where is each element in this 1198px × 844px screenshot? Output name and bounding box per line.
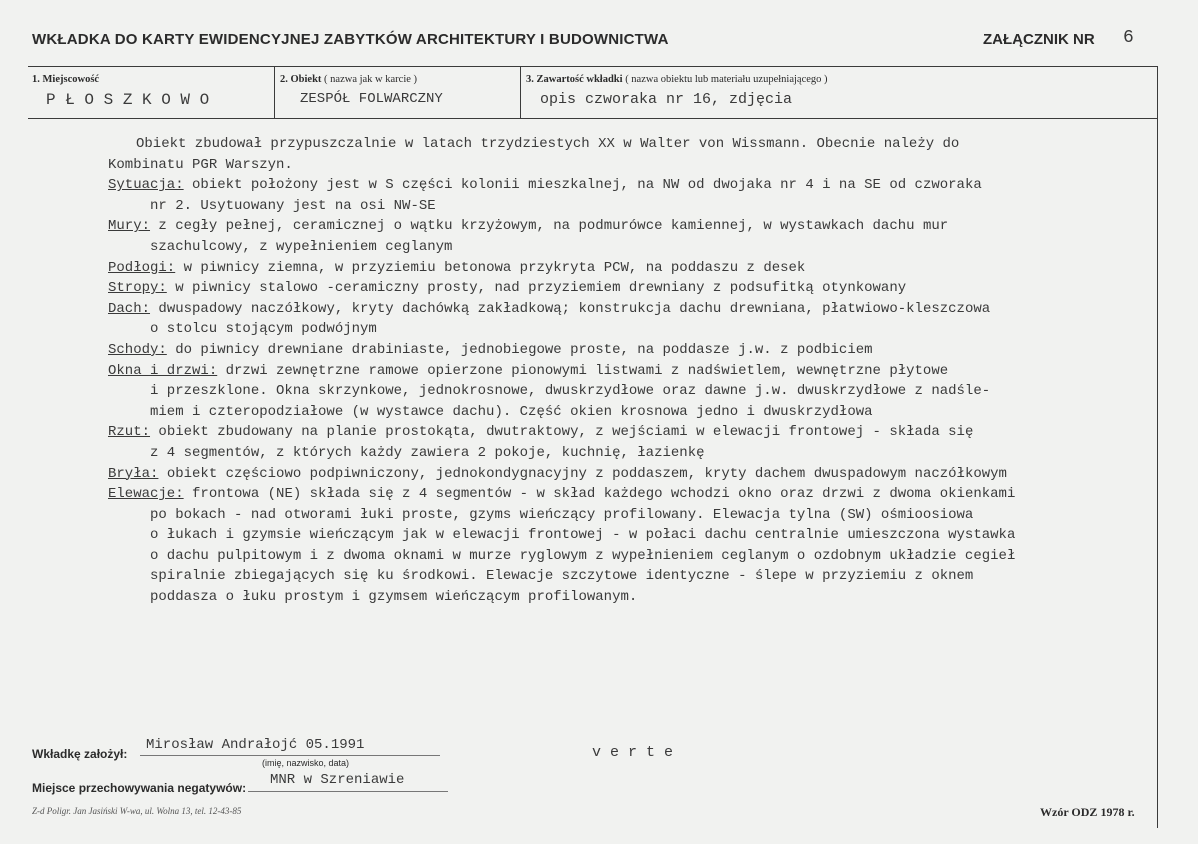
body-line: szachulcowy, z wypełnieniem ceglanym (150, 238, 453, 255)
author-value: Mirosław Andrałojć 05.1991 (146, 737, 365, 753)
author-note: (imię, nazwisko, data) (262, 758, 350, 768)
body-line (108, 361, 1188, 382)
body-text-span: obiekt położony jest w S części kolonii mieszkalnej, na NW od dwojaka nr 4 i na SE od czworaka (183, 177, 982, 194)
form-code: Wzór ODZ 1978 r. (1040, 805, 1135, 819)
top-rule (28, 66, 1158, 67)
body-line: po bokach - nad otworami łuki proste, gzyms wieńczący profilowany. Elewacja tylna (SW) ośmioosiowa (150, 506, 974, 523)
body-line (108, 464, 1188, 485)
attachment-label: ZAŁĄCZNIK NR (983, 31, 1095, 48)
body-text-span: w piwnicy ziemna, w przyziemiu betonowa przykryta PCW, na poddaszu z desek (175, 259, 806, 276)
object-label (280, 74, 417, 85)
body-line (108, 299, 1188, 320)
fields-bottom-rule (28, 118, 1158, 119)
section-heading: Elewacje: (108, 486, 184, 503)
body-text-span: drzwi zewnętrzne ramowe opierzone pionowymi listwami z nadświetlem, wewnętrzne płytowe (217, 362, 949, 379)
object-value: ZESPÓŁ FOLWARCZNY (300, 91, 443, 107)
section-heading: Rzut: (108, 424, 151, 441)
body-line: o stolcu stojącym podwójnym (150, 321, 377, 338)
body-line: Obiekt zbudował przypuszczalnie w latach trzydziestych XX w Walter von Wissmann. Obecnie należy do (136, 136, 960, 152)
body-line: z 4 segmentów, z których każdy zawiera 2 pokoje, kuchnię, łazienkę (150, 444, 705, 461)
contents-label-note: ( nazwa obiektu lub materiału uzupełniającego ) (625, 74, 828, 85)
body-line: o dachu pulpitowym i z dwoma oknami w murze ryglowym z wypełnieniem ceglanym o ozdobnym układzie cegieł (150, 547, 1016, 564)
negatives-label: Miejsce przechowywania negatywów: (32, 781, 247, 795)
contents-label (526, 74, 828, 85)
body-line (108, 484, 1188, 505)
author-label: Wkładkę założył: (32, 747, 128, 761)
body-line (108, 175, 1188, 196)
section-heading: Podłogi: (108, 259, 176, 276)
body-line (108, 216, 1188, 237)
body-line: poddasza o łuku prostym i gzymsem wieńczącym profilowanym. (150, 589, 638, 606)
place-label-text: 1. Miejscowość (32, 74, 100, 85)
printer-imprint: Z-d Poligr. Jan Jasiński W-wa, ul. Wolna 13, tel. 12-43-85 (32, 806, 242, 816)
section-heading: Schody: (108, 341, 167, 358)
body-line: i przeszklone. Okna skrzynkowe, jednokrosnowe, dwuskrzydłowe oraz dawne j.w. dwuskrzydłowe z nadśle- (150, 383, 991, 400)
body-text-span: z cegły pełnej, ceramicznej o wątku krzyżowym, na podmurówce kamiennej, w wystawkach dachu mur (150, 218, 949, 235)
section-heading: Okna i drzwi: (108, 362, 218, 379)
description-body (108, 134, 1188, 608)
body-line: miem i czteropodziałowe (w wystawce dachu). Część okien krosnowa jedno i dwuskrzydłowa (150, 403, 873, 420)
section-heading: Mury: (108, 218, 151, 235)
section-heading: Dach: (108, 300, 151, 317)
body-text-span: dwuspadowy naczółkowy, kryty dachówką zakładkową; konstrukcja dachu drewniana, płatwiowo-kleszczowa (150, 300, 991, 317)
object-label-text: 2. Obiekt (280, 74, 322, 85)
body-line: o łukach i gzymsie wieńczącym jak w elewacji frontowej - w połaci dachu centralnie umieszczona wystawka (150, 527, 1016, 544)
card-title: WKŁADKA DO KARTY EWIDENCYJNEJ ZABYTKÓW ARCHITEKTURY I BUDOWNICTWA (32, 31, 669, 48)
body-text-span: do piwnicy drewniane drabiniaste, jednobiegowe proste, na poddasze j.w. z podbiciem (166, 341, 873, 358)
body-line (108, 278, 1188, 299)
body-text-span: w piwnicy stalowo -ceramiczny prosty, nad przyziemiem drewniany z podsufitką otynkowany (166, 280, 907, 297)
body-text-span: obiekt zbudowany na planie prostokąta, dwutraktowy, z wejściami w elewacji frontowej - składa się (150, 424, 974, 441)
negatives-value: MNR w Szreniawie (270, 772, 405, 788)
contents-value: opis czworaka nr 16, zdjęcia (540, 91, 793, 108)
body-line: Kombinatu PGR Warszyn. (108, 156, 293, 173)
object-label-note: ( nazwa jak w karcie ) (324, 74, 418, 85)
body-line: nr 2. Usytuowany jest na osi NW-SE (150, 197, 436, 214)
negatives-underline (248, 791, 448, 792)
place-label (32, 74, 99, 85)
attachment-number: 6 (1123, 28, 1134, 48)
body-line: spiralnie zbiegających się ku środkowi. Elewacje szczytowe identyczne - ślepe w przyziemiu z oknem (150, 568, 974, 585)
body-text-span: obiekt częściowo podpiwniczony, jednokondygnacyjny z poddaszem, kryty dachem dwuspadowym naczółkowym (158, 465, 1007, 482)
author-underline (140, 755, 440, 756)
field-divider-1 (274, 66, 275, 118)
right-border-top (1157, 66, 1158, 118)
body-line (108, 340, 1188, 361)
place-value: P Ł O S Z K O W O (46, 91, 210, 109)
field-divider-2 (520, 66, 521, 118)
body-text-span: frontowa (NE) składa się z 4 segmentów - w skład każdego wchodzi okno oraz drzwi z dwoma okienkami (183, 486, 1016, 503)
section-heading: Stropy: (108, 280, 167, 297)
section-heading: Sytuacja: (108, 177, 184, 194)
body-line (108, 258, 1188, 279)
verte-note: v e r t e (592, 744, 674, 761)
body-line (108, 422, 1188, 443)
section-heading: Bryła: (108, 465, 159, 482)
contents-label-text: 3. Zawartość wkładki (526, 74, 623, 85)
